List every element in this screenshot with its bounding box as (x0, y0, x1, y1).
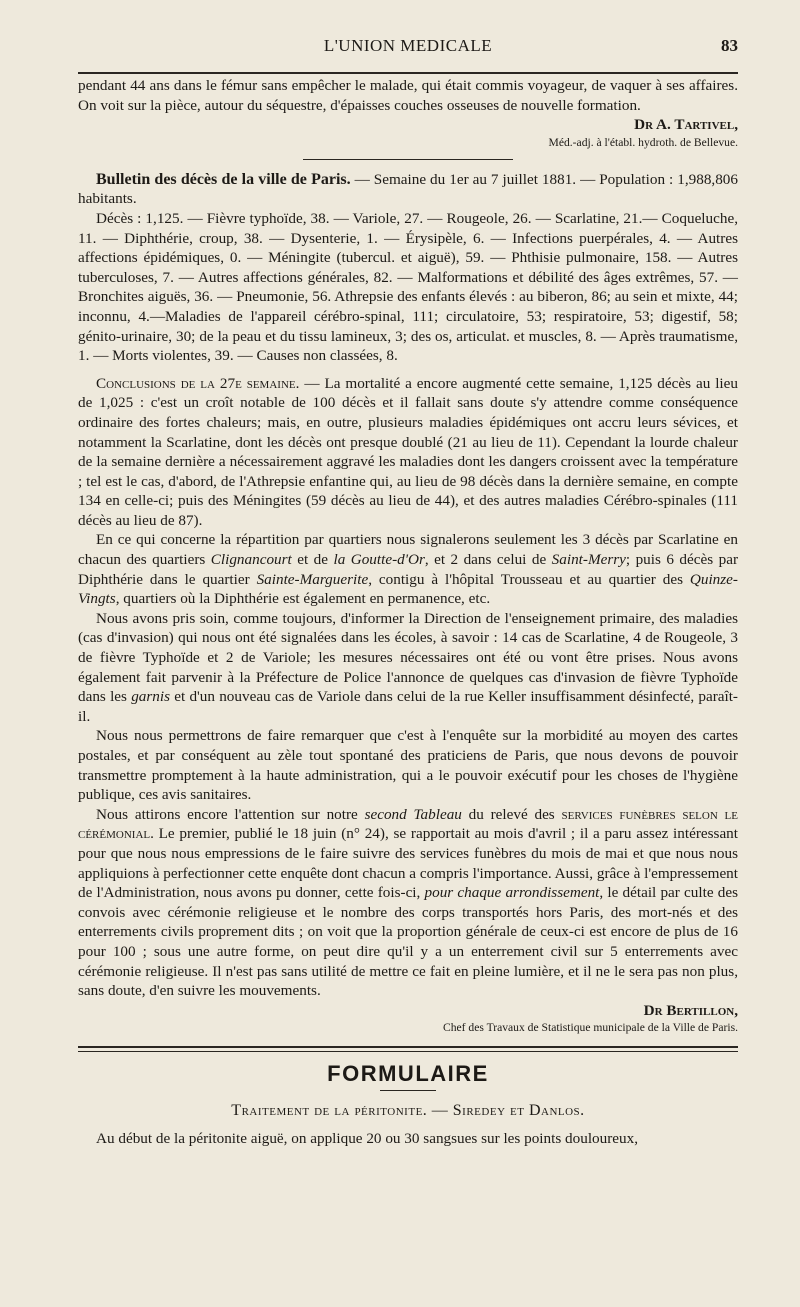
bulletin-intro: Bulletin des décès de la ville de Paris. — Semaine du 1er au 7 juillet 1881. — Population : 1,988,806 habitants. (78, 170, 738, 208)
districts-paragraph: En ce qui concerne la répartition par quartiers nous signalerons seulement les 3 décès par Scarlatine en chacun des quartiers Clignancourt et de la Goutte-d'Or, et 2 dans celui de Saint-Merry; puis 6 décès par Diphthérie dans le quartier Sainte-Marguerite, contigu à l'hôpital Trousseau et au quartier des Quinze-Vingts, quartiers où la Diphthérie est également en permanence, etc. (78, 531, 738, 608)
author-affiliation: Méd.-adj. à l'établ. hydroth. de Bellevue. (548, 135, 738, 149)
bertillon-signature: Dr Bertillon, (643, 1001, 738, 1019)
bulletin-deaths: Décès : 1,125. — Fièvre typhoïde, 38. — Variole, 27. — Rougeole, 26. — Scarlatine, 21.— Coqueluche, 11. — Diphthérie, croup, 38. — Dysenterie, 1. — Érysipèle, 6. — Infections puerpérales, 4. — Autres affections épidémiques, 0. — Méningite (tubercul. et aiguë), 59. — Phthisie pulmonaire, 158. — Autres tuberculoses, 7. — Autres affections générales, 82. — Malformations et débilité des âges extrêmes, 57. — Bronchites aiguës, 36. — Pneumonie, 56. Athrepsie des enfants élevés : au biberon, 86; au sein et mixte, 44; inconnu, 4.—Maladies de l'appareil cérébro-spinal, 111; circulatoire, 53; respiratoire, 53; digestif, 58; génito-urinaire, 30; de la peau et du tissu lamineux, 3; des os, articulat. et muscles, 8. — Après traumatisme, 1. — Morts violentes, 39. — Causes non classées, 8. (78, 209, 738, 365)
funerals-paragraph: Nous attirons encore l'attention sur notre second Tableau du relevé des services funèbres selon le cérémonial. Le premier, publié le 18 juin (n° 24), se rapportait au mois d'avril ; il a paru assez intéressant pour que nous nous empressions de le faire suivre des services funèbres du mois de mai et que nous nous appliquions à perfectionner cette enquête dont chacun a compris l'importance. Aussi, grâce à l'empressement de l'Administration, nous avons pu donner, cette fois-ci, pour chaque arrondissement, le détail par culte des convois avec cérémonie religieuse et le nombre des corps transportés hors Paris, des mort-nés et des enterrements civils proprement dits ; on voit que la proportion générale de ceux-ci est encore de plus de 16 pour 100 ; sous une autre forme, on peut dire qu'il y a un enterrement civil sur 5 enterrements avec cérémonie religieuse. Il n'est pas sans utilité de mettre ce fait en pleine lumière, et il ne le sera pas non plus, sans doute, d'en suivre les mouvements. (78, 805, 738, 1000)
section-divider (303, 159, 513, 160)
double-rule (78, 1046, 738, 1052)
conclusions-label: Conclusions de la 27e semaine. (96, 374, 300, 392)
conclusions-paragraph: Conclusions de la 27e semaine. — La mortalité a encore augmenté cette semaine, 1,125 décès au lieu de 1,025 : c'est un croît notable de 100 décès et il fallait sans doute s'y attendre comme conséquence ordinaire des fortes chaleurs; mais, en outre, plusieurs maladies épidémiques ont accru leurs sévices, et notamment la Scarlatine, dont les décès ont presque doublé (21 au lieu de 11). Cependant la lourde chaleur de la semaine dernière a nécessairement aggravé les maladies dont les dangers croissent avec la température ; tel est le cas, d'abord, de l'Athrepsie enfantine qui, au lieu de 98 décès dans la dernière semaine, en compte 134 en celle-ci; puis des Méningites (59 décès au lieu de 44), et des autres maladies Cérébro-spinales (111 décès au lieu de 87). (78, 374, 738, 529)
formulaire-heading: FORMULAIRE (327, 1061, 489, 1087)
header-rule (78, 72, 738, 74)
article-continuation: pendant 44 ans dans le fémur sans empêcher le malade, qui était commis voyageur, de vaquer à ses affaires. On voit sur la pièce, autour du séquestre, d'épaisses couches osseuses de nouvelle formation. (78, 77, 738, 114)
schools-paragraph: Nous avons pris soin, comme toujours, d'informer la Direction de l'enseignement primaire, des maladies (cas d'invasion) qui nous ont été signalées dans les écoles, à savoir : 14 cas de Scarlatine, 4 de Rougeole, 3 de fièvre Typhoïde et 2 de Variole; les mesures nécessaires ont été ou vont être prises. Nous avons également fait parvenir à la Préfecture de Police l'annonce de quelques cas d'invasion de fièvre Typhoïde dans les garnis et d'un nouveau cas de Variole dans celui de la rue Keller insuffisamment désinfecté, paraît-il. (78, 609, 738, 725)
running-title: L'UNION MEDICALE (323, 36, 493, 55)
formulaire-subheading: Traitement de la péritonite. — Siredey et Danlos. (231, 1101, 585, 1119)
page-content (78, 76, 738, 1148)
formulaire-text: Au début de la péritonite aiguë, on applique 20 ou 30 sangsues sur les points douloureux, (96, 1129, 639, 1147)
page-number: 83 (721, 36, 738, 55)
formulaire-rule (380, 1090, 436, 1091)
bertillon-affiliation: Chef des Travaux de Statistique municipale de la Ville de Paris. (442, 1021, 738, 1035)
bulletin-title: Bulletin des décès de la ville de Paris. (96, 170, 351, 188)
running-header (78, 30, 738, 60)
author-signature: Dr A. Tartivel, (634, 116, 738, 134)
postcards-paragraph: Nous nous permettrons de faire remarquer que c'est à l'enquête sur la morbidité au moyen des cartes postales, et par conséquent au zèle tout spontané des praticiens de Paris, que nous devons de pouvoir transmettre promptement à la haute administration, qui a le pouvoir exécutif pour les choses de l'hygiène publique, ces avis sanitaires. (78, 727, 738, 804)
